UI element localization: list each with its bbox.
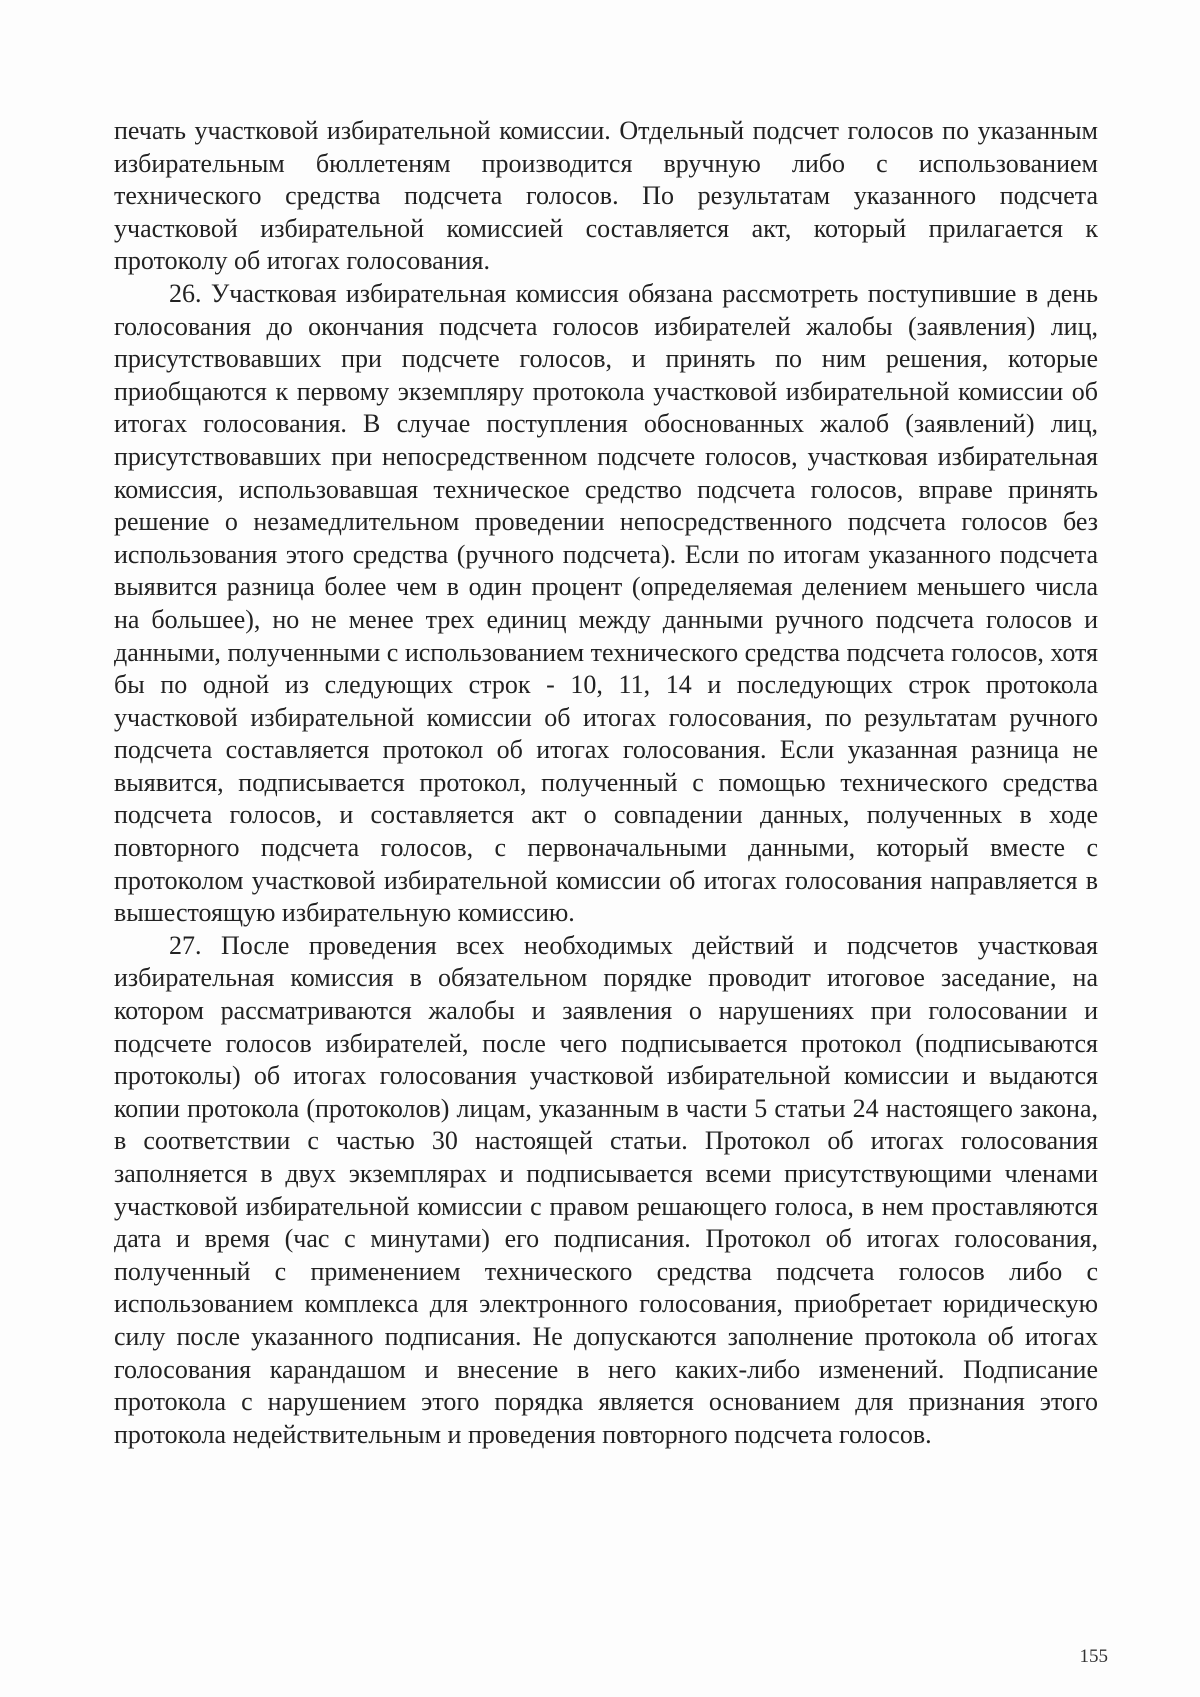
- paragraph-continuation: печать участковой избирательной комиссии. Отдельный подсчет голосов по указанным избирательным бюллетеням производится вручную либо с использованием технического средства подсчета голосов. По результатам указанного подсчета участковой избирательной комиссией составляется акт, который прилагается к протоколу об итогах голосования.: [114, 116, 1098, 276]
- paragraph-clause-26: 26. Участковая избирательная комиссия обязана рассмотреть поступившие в день голосования до окончания подсчета голосов избирателей жалобы (заявления) лиц, присутствовавших при подсчете голосов, и принять по ним решения, которые приобщаются к первому экземпляру протокола участковой избирательной комиссии об итогах голосования. В случае поступления обоснованных жалоб (заявлений) лиц, присутствовавших при непосредственном подсчете голосов, участковая избирательная комиссия, использовавшая техническое средство подсчета голосов, вправе принять решение о незамедлительном проведении непосредственного подсчета голосов без использования этого средства (ручного подсчета). Если по итогам указанного подсчета выявится разница более чем в один процент (определяемая делением меньшего числа на большее), но не менее трех единиц между данными ручного подсчета голосов и данными, полученными с использованием технического средства подсчета голосов, хотя бы по одной из следующих строк - 10, 11, 14 и последующих строк протокола участковой избирательной комиссии об итогах голосования, по результатам ручного подсчета составляется протокол об итогах голосования. Если указанная разница не выявится, подписывается протокол, полученный с помощью технического средства подсчета голосов, и составляется акт о совпадении данных, полученных в ходе повторного подсчета голосов, с первоначальными данными, который вместе с протоколом участковой избирательной комиссии об итогах голосования направляется в вышестоящую избирательную комиссию.: [114, 278, 1098, 928]
- paragraph-clause-27: 27. После проведения всех необходимых действий и подсчетов участковая избирательная комиссия в обязательном порядке проводит итоговое заседание, на котором рассматриваются жалобы и заявления о нарушениях при голосовании и подсчете голосов избирателей, после чего подписывается протокол (подписываются протоколы) об итогах голосования участковой избирательной комиссии и выдаются копии протокола (протоколов) лицам, указанным в части 5 статьи 24 настоящего закона, в соответствии с частью 30 настоящей статьи. Протокол об итогах голосования заполняется в двух экземплярах и подписывается всеми присутствующими членами участковой избирательной комиссии с правом решающего голоса, в нем проставляются дата и время (час с минутами) его подписания. Протокол об итогах голосования, полученный с применением технического средства подсчета голосов либо с использованием комплекса для электронного голосования, приобретает юридическую силу после указанного подписания. Не допускаются заполнение протокола об итогах голосования карандашом и внесение в него каких-либо изменений. Подписание протокола с нарушением этого порядка является основанием для признания этого протокола недействительным и проведения повторного подсчета голосов.: [114, 930, 1098, 1449]
- document-body: [114, 115, 1098, 1451]
- page-number: 155: [1079, 1646, 1108, 1667]
